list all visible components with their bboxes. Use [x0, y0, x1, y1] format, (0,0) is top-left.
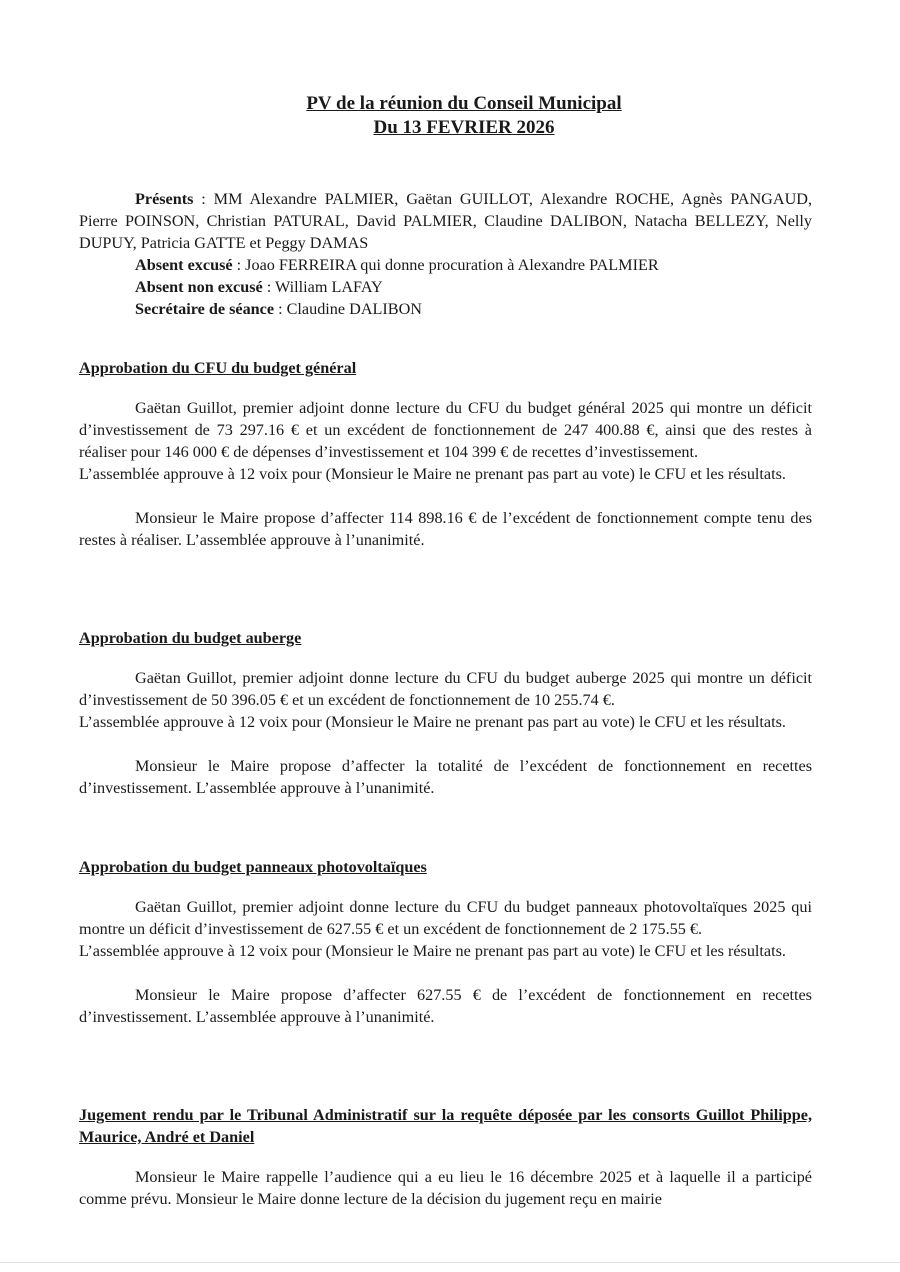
- paragraph: Gaëtan Guillot, premier adjoint donne lecture du CFU du budget panneaux photovoltaïques 2025 qui montre un déficit d’investissement de 627.55 € et un excédent de fonctionnement de 2 175.55 €.: [79, 898, 812, 938]
- section-body-budget-auberge: [79, 667, 812, 799]
- section-title-jugement: Jugement rendu par le Tribunal Administratif sur la requête déposée par les consorts Guillot Philippe, Maurice, André et Daniel: [79, 1106, 812, 1146]
- unexcused-label: Absent non excusé: [135, 278, 263, 296]
- secretary-label: Secrétaire de séance: [135, 300, 275, 318]
- section-body-budget-photovoltaique: [79, 896, 812, 1028]
- paragraph: L’assemblée approuve à 12 voix pour (Monsieur le Maire ne prenant pas part au vote) le CFU et les résultats.: [79, 465, 786, 483]
- unexcused-text: : William LAFAY: [262, 278, 383, 296]
- secretary-text: : Claudine DALIBON: [274, 300, 422, 318]
- attendance-unexcused: [135, 276, 835, 298]
- section-title-budget-auberge: Approbation du budget auberge: [79, 629, 302, 647]
- page-bottom-edge: [0, 1262, 900, 1263]
- attendance-present: [79, 188, 812, 254]
- present-label: Présents: [135, 190, 194, 208]
- paragraph: Gaëtan Guillot, premier adjoint donne lecture du CFU du budget auberge 2025 qui montre un déficit d’investissement de 50 396.05 € et un excédent de fonctionnement de 10 255.74 €.: [79, 669, 812, 709]
- excused-text: : Joao FERREIRA qui donne procuration à Alexandre PALMIER: [232, 256, 659, 274]
- section-body-budget-general: [79, 397, 812, 551]
- section-body-jugement: [79, 1166, 812, 1210]
- paragraph: Gaëtan Guillot, premier adjoint donne lecture du CFU du budget général 2025 qui montre un déficit d’investissement de 73 297.16 € et un excédent de fonctionnement de 247 400.88 €, ainsi que des restes à réaliser pour 146 000 € de dépenses d’investissement et 104 399 € de recettes d’investissement.: [79, 399, 812, 461]
- section-title-budget-photovoltaique: Approbation du budget panneaux photovoltaïques: [79, 858, 427, 876]
- document-title: PV de la réunion du Conseil Municipal: [306, 93, 622, 114]
- paragraph: L’assemblée approuve à 12 voix pour (Monsieur le Maire ne prenant pas part au vote) le CFU et les résultats.: [79, 713, 786, 731]
- present-list: : MM Alexandre PALMIER, Gaëtan GUILLOT, Alexandre ROCHE, Agnès PANGAUD, Pierre POINSON, Christian PATURAL, David PALMIER, Claudine DALIBON, Natacha BELLEZY, Nelly DUPUY, Patricia GATTE et Peggy DAMAS: [79, 190, 812, 252]
- attendance-excused: [135, 254, 835, 276]
- excused-label: Absent excusé: [135, 256, 233, 274]
- paragraph: Monsieur le Maire propose d’affecter la totalité de l’excédent de fonctionnement en recettes d’investissement. L’assemblée approuve à l’unanimité.: [79, 757, 812, 797]
- paragraph: L’assemblée approuve à 12 voix pour (Monsieur le Maire ne prenant pas part au vote) le CFU et les résultats.: [79, 942, 786, 960]
- paragraph: Monsieur le Maire rappelle l’audience qui a eu lieu le 16 décembre 2025 et à laquelle il a participé comme prévu. Monsieur le Maire donne lecture de la décision du jugement reçu en mairie: [79, 1168, 812, 1208]
- paragraph: Monsieur le Maire propose d’affecter 114 898.16 € de l’excédent de fonctionnement compte tenu des restes à réaliser. L’assemblée approuve à l’unanimité.: [79, 509, 812, 549]
- document-date: Du 13 FEVRIER 2026: [373, 117, 555, 138]
- paragraph: Monsieur le Maire propose d’affecter 627.55 € de l’excédent de fonctionnement en recettes d’investissement. L’assemblée approuve à l’unanimité.: [79, 986, 812, 1026]
- attendance-secretary: [135, 298, 835, 320]
- section-title-budget-general: Approbation du CFU du budget général: [79, 359, 357, 377]
